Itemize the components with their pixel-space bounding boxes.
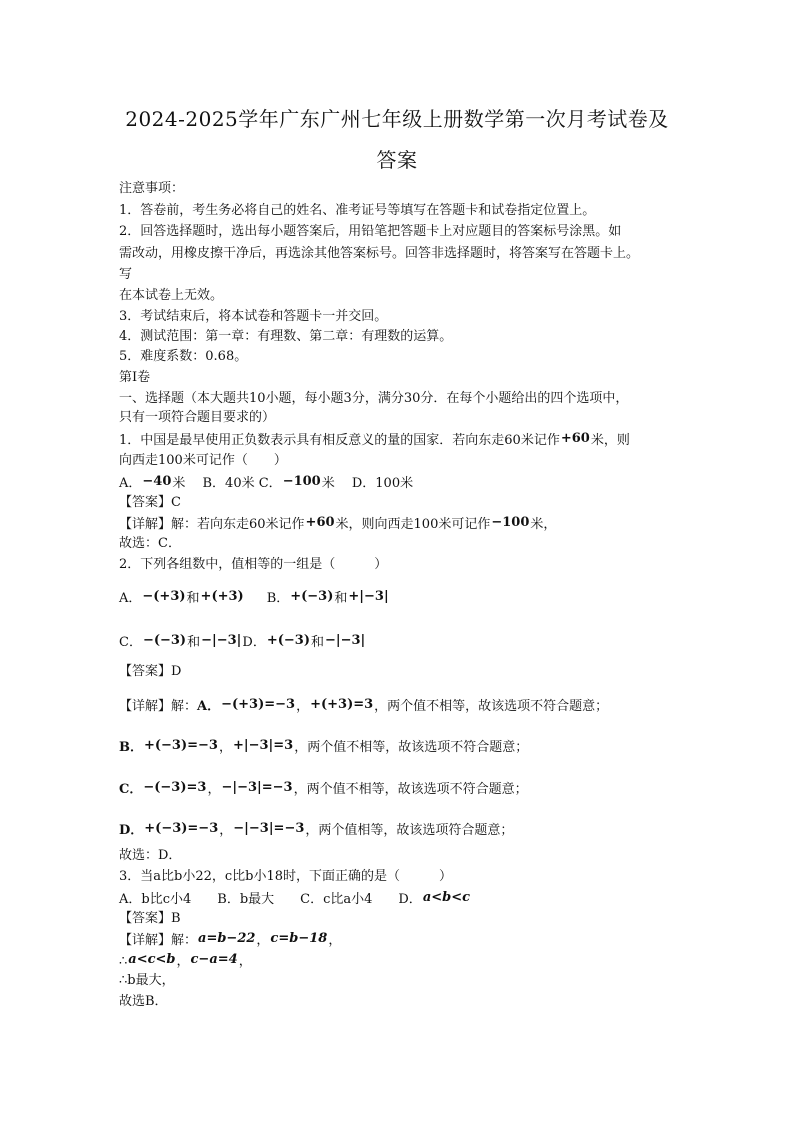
- q2-exp-c-math-2: −|−3|=−3: [221, 780, 293, 795]
- q3-exp-line1: [119, 930, 341, 950]
- q2-options-ab: [119, 588, 390, 608]
- q1-stem-text-a: 1．中国是最早使用正负数表示具有相反意义的量的国家．若向东走60米记作: [119, 433, 560, 448]
- q1-options: [119, 473, 413, 493]
- notice-item-2a: 2．回答选择题时，选出每小题答案后，用铅笔把答题卡上对应题目的答案标号涂黑。如: [119, 224, 622, 239]
- q3-therefore: 故选B．: [119, 994, 168, 1009]
- q2-exp-b-label: B．: [119, 740, 143, 755]
- q2-answer: 【答案】D: [119, 664, 182, 679]
- q2-exp-c-label: C．: [119, 782, 143, 797]
- volume-label: 第Ⅰ卷: [119, 370, 151, 385]
- notice-item-1: 1．答卷前，考生务必将自己的姓名、准考证号等填写在答题卡和试卷指定位置上。: [119, 203, 596, 218]
- q2-option-b-label: B．: [266, 591, 290, 606]
- q3-options-text: A．b比c小4 B．b最大 C．c比a小4 D．: [119, 892, 422, 907]
- q1-stem-math: +60: [560, 431, 590, 446]
- notice-item-2c: 写: [119, 267, 133, 282]
- q2-exp-d: [119, 820, 513, 840]
- q2-exp-a-text: ，两个值不相等，故该选项不符合题意；: [374, 699, 609, 714]
- q2-exp-d-comma: ，: [219, 823, 233, 838]
- q1-explanation: [119, 514, 556, 534]
- q1-exp-text-a: 【详解】解：若向东走60米记作: [119, 517, 305, 532]
- q2-exp-a-math-1: −(+3)=−3: [221, 697, 296, 712]
- notice-heading: 注意事项：: [119, 181, 185, 196]
- exam-title-line1: 2024-2025学年广东广州七年级上册数学第一次月考试卷及: [125, 107, 669, 131]
- q3-exp-math-3: a<c<b: [128, 952, 176, 967]
- q2-exp-c-math-1: −(−3)=3: [143, 780, 207, 795]
- q2-exp-d-text: ，两个值相等，故该选项符合题意；: [305, 823, 514, 838]
- q2-exp-d-math-1: +(−3)=−3: [144, 821, 219, 836]
- q3-exp-comma-3: ，: [176, 954, 190, 969]
- notice-item-5: 5．难度系数：0.68。: [119, 349, 248, 364]
- section-heading-line2: 只有一项符合题目要求的）: [119, 410, 276, 425]
- q3-exp-line2: [119, 951, 252, 971]
- q2-exp-b-math-2: +|−3|=3: [232, 738, 294, 753]
- q2-option-d-and: 和: [310, 635, 324, 650]
- q1-option-a-label: A．: [119, 476, 142, 491]
- q2-exp-a: [119, 696, 608, 716]
- q3-exp-math-2: c=b−18: [270, 931, 328, 946]
- q1-answer: 【答案】C: [119, 495, 181, 510]
- q3-exp-math-1: a=b−22: [198, 931, 256, 946]
- q1-stem-line2: 向西走100米可记作（ ）: [119, 453, 287, 468]
- notice-item-2b: 需改动，用橡皮擦干净后，再选涂其他答案标号。回答非选择题时，将答案写在答题卡上。: [119, 246, 640, 261]
- q2-exp-d-label: D．: [119, 823, 144, 838]
- q2-option-a-and: 和: [186, 591, 200, 606]
- q1-stem-line1: [119, 430, 630, 450]
- q3-exp-since: ∴: [119, 954, 128, 969]
- q2-exp-a-math-2: +(+3)=3: [310, 697, 374, 712]
- q2-exp-b: [119, 737, 528, 757]
- q2-option-b-math-2: +|−3|: [348, 589, 389, 604]
- q3-options: [119, 889, 471, 909]
- q2-exp-c: [119, 779, 528, 799]
- q2-option-c-label: C．: [119, 635, 142, 650]
- q3-stem: 3．当a比b小22，c比b小18时，下面正确的是（ ）: [119, 869, 453, 884]
- q2-option-b-and: 和: [334, 591, 348, 606]
- q3-exp-comma-2: ，: [328, 933, 342, 948]
- q2-therefore: 故选：D．: [119, 848, 182, 863]
- q3-exp-comma-4: ，: [238, 954, 252, 969]
- q2-exp-c-text: ，两个值不相等，故该选项不符合题意；: [293, 782, 528, 797]
- q3-option-d-math: a<b<c: [422, 890, 471, 905]
- q1-exp-math-1: +60: [305, 515, 335, 530]
- q3-exp-line3: ∴b最大，: [119, 973, 175, 988]
- q3-exp-head: 【详解】解：: [119, 933, 198, 948]
- q2-exp-b-text: ，两个值不相等，故该选项不符合题意；: [294, 740, 529, 755]
- q3-exp-comma-1: ，: [256, 933, 270, 948]
- notice-item-3: 3．考试结束后，将本试卷和答题卡一并交回。: [119, 309, 388, 324]
- q2-option-d-label: D．: [242, 635, 266, 650]
- notice-item-4: 4．测试范围：第一章：有理数、第二章：有理数的运算。: [119, 329, 453, 344]
- q2-option-d-math-2: −|−3|: [325, 633, 366, 648]
- q2-exp-b-math-1: +(−3)=−3: [144, 738, 218, 753]
- q2-option-a-math-2: +(+3): [200, 589, 244, 604]
- q1-exp-math-2: −100: [491, 515, 530, 530]
- q1-exp-text-b: 米，则向西走100米可记作: [335, 517, 491, 532]
- exam-title-line2: 答案: [376, 148, 418, 172]
- q1-option-ab-text: 米 B．40米 C．: [172, 476, 282, 491]
- q2-exp-d-math-2: −|−3|=−3: [233, 821, 305, 836]
- q1-stem-text-b: 米，则: [590, 433, 630, 448]
- q2-option-c-math-1: −(−3): [142, 633, 187, 648]
- q3-exp-math-4: c−a=4: [190, 952, 238, 967]
- q2-stem: 2．下列各组数中，值相等的一组是（ ）: [119, 557, 388, 572]
- q2-exp-a-comma: ，: [296, 699, 310, 714]
- q1-exp-text-c: 米，: [530, 517, 557, 532]
- q2-exp-a-label: A．: [197, 699, 221, 714]
- q2-option-a-math-1: −(+3): [142, 589, 186, 604]
- q1-therefore: 故选：C．: [119, 536, 181, 551]
- q3-answer: 【答案】B: [119, 911, 181, 926]
- section-heading-line1: 一、选择题（本大题共10小题，每小题3分，满分30分．在每个小题给出的四个选项中，: [119, 391, 629, 406]
- q2-options-cd: [119, 632, 366, 652]
- q2-option-b-math-1: +(−3): [290, 589, 334, 604]
- notice-item-2d: 在本试卷上无效。: [119, 288, 224, 303]
- q2-exp-head: 【详解】解：: [119, 699, 198, 714]
- q2-option-d-math-1: +(−3): [266, 633, 310, 648]
- q2-option-a-label: A．: [119, 591, 142, 606]
- q1-option-cd-text: 米 D．100米: [321, 476, 414, 491]
- q2-exp-b-comma: ，: [218, 740, 232, 755]
- q1-option-a-math: −40: [142, 474, 172, 489]
- q2-option-c-and: 和: [187, 635, 201, 650]
- q1-option-c-math: −100: [282, 474, 321, 489]
- q2-option-c-math-2: −|−3|: [201, 633, 242, 648]
- q2-exp-c-comma: ，: [207, 782, 221, 797]
